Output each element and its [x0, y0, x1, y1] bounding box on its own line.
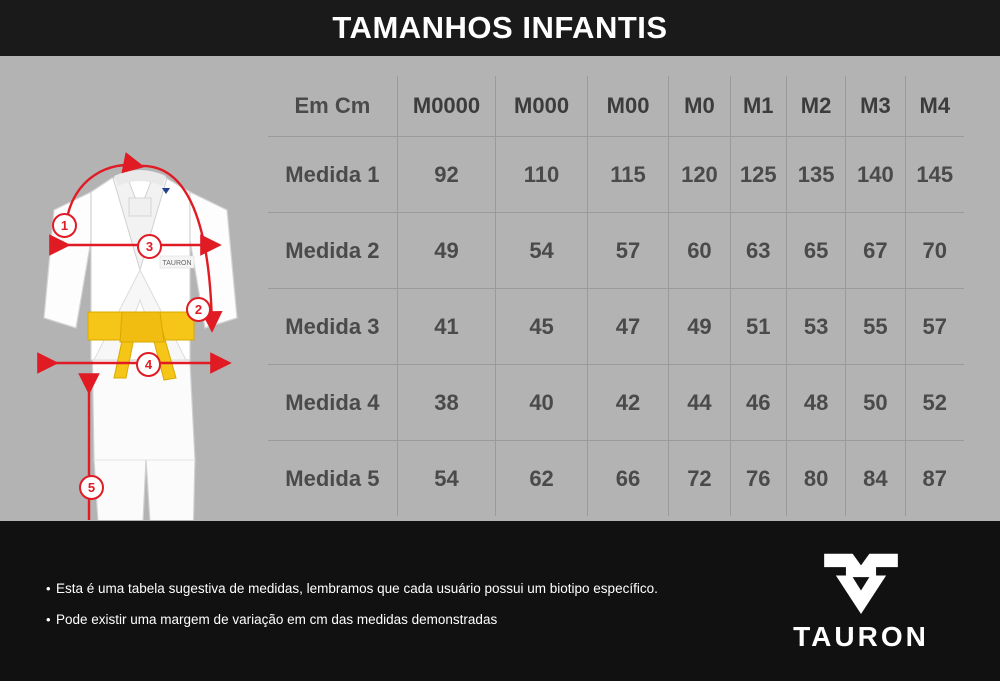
svg-text:TAURON: TAURON	[162, 260, 192, 267]
bullet-icon: •	[46, 612, 51, 627]
size-table	[268, 76, 964, 516]
row-label-medida-2: Medida 2	[268, 213, 397, 289]
row-label-medida-4: Medida 4	[268, 365, 397, 441]
gi-drawing	[14, 60, 264, 520]
table-corner-label: Em Cm	[268, 76, 397, 137]
col-header-m4: M4	[905, 76, 964, 137]
cell-r1-c6: 135	[786, 137, 845, 213]
measure-marker-2: 2	[186, 297, 211, 322]
row-label-medida-3: Medida 3	[268, 289, 397, 365]
cell-r3-c6: 53	[786, 289, 845, 365]
cell-r4-c2: 40	[496, 365, 588, 441]
measure-marker-4: 4	[136, 352, 161, 377]
measure-marker-3: 3	[137, 234, 162, 259]
col-header-m00: M00	[587, 76, 668, 137]
footer-note-2	[46, 611, 666, 628]
footer-note-2-text: Pode existir uma margem de variação em cm das medidas demonstradas	[56, 612, 498, 627]
cell-r3-c5: 51	[730, 289, 786, 365]
table-row	[268, 213, 964, 289]
cell-r2-c4: 60	[669, 213, 730, 289]
size-table-wrapper	[268, 76, 964, 516]
col-header-m0: M0	[669, 76, 730, 137]
cell-r5-c3: 66	[587, 441, 668, 517]
cell-r3-c2: 45	[496, 289, 588, 365]
table-row	[268, 289, 964, 365]
table-row	[268, 365, 964, 441]
table-row	[268, 137, 964, 213]
cell-r4-c6: 48	[786, 365, 845, 441]
cell-r2-c7: 67	[846, 213, 905, 289]
cell-r2-c6: 65	[786, 213, 845, 289]
cell-r3-c4: 49	[669, 289, 730, 365]
cell-r2-c5: 63	[730, 213, 786, 289]
cell-r4-c8: 52	[905, 365, 964, 441]
bullet-icon: •	[46, 581, 51, 596]
page-footer	[0, 521, 1000, 681]
cell-r1-c3: 115	[587, 137, 668, 213]
cell-r2-c2: 54	[496, 213, 588, 289]
cell-r1-c8: 145	[905, 137, 964, 213]
cell-r1-c1: 92	[397, 137, 496, 213]
col-header-m1: M1	[730, 76, 786, 137]
cell-r4-c3: 42	[587, 365, 668, 441]
brand-logo	[766, 547, 956, 659]
measure-marker-5: 5	[79, 475, 104, 500]
cell-r5-c5: 76	[730, 441, 786, 517]
page-header	[0, 0, 1000, 56]
cell-r5-c1: 54	[397, 441, 496, 517]
page-title: TAMANHOS INFANTIS	[332, 10, 668, 45]
cell-r1-c5: 125	[730, 137, 786, 213]
row-label-medida-1: Medida 1	[268, 137, 397, 213]
measure-marker-1: 1	[52, 213, 77, 238]
cell-r5-c8: 87	[922, 465, 948, 491]
table-header-row	[268, 76, 964, 137]
cell-r1-c4: 120	[669, 137, 730, 213]
cell-r5-c4: 72	[669, 441, 730, 517]
cell-r4-c7: 50	[846, 365, 905, 441]
cell-r3-c1: 41	[397, 289, 496, 365]
col-header-m3: M3	[846, 76, 905, 137]
cell-r5-c2: 62	[496, 441, 588, 517]
cell-r5-c6: 80	[786, 441, 845, 517]
footer-note-1	[46, 580, 666, 597]
cell-r4-c5: 46	[730, 365, 786, 441]
cell-r4-c1: 38	[397, 365, 496, 441]
cell-r2-c1: 49	[397, 213, 496, 289]
cell-r4-c4: 44	[669, 365, 730, 441]
footer-note-1-text: Esta é uma tabela sugestiva de medidas, lembramos que cada usuário possui um biotipo específico.	[56, 581, 658, 596]
cell-r2-c8: 70	[905, 213, 964, 289]
cell-r3-c7: 55	[846, 289, 905, 365]
col-header-m0000: M0000	[397, 76, 496, 137]
cell-r2-c3: 57	[587, 213, 668, 289]
brand-name: TAURON	[793, 621, 929, 652]
col-header-m2: M2	[786, 76, 845, 137]
footer-notes	[46, 580, 666, 642]
table-row	[268, 441, 964, 517]
content-area	[0, 56, 1000, 521]
cell-r1-c7: 140	[846, 137, 905, 213]
gi-illustration	[14, 60, 264, 520]
cell-r3-c3: 47	[587, 289, 668, 365]
row-label-medida-5: Medida 5	[268, 441, 397, 517]
col-header-m000: M000	[496, 76, 588, 137]
cell-r1-c2: 110	[496, 137, 588, 213]
tauron-shield-icon	[818, 547, 904, 619]
cell-r5-c7: 84	[846, 441, 905, 517]
cell-r3-c8: 57	[905, 289, 964, 365]
